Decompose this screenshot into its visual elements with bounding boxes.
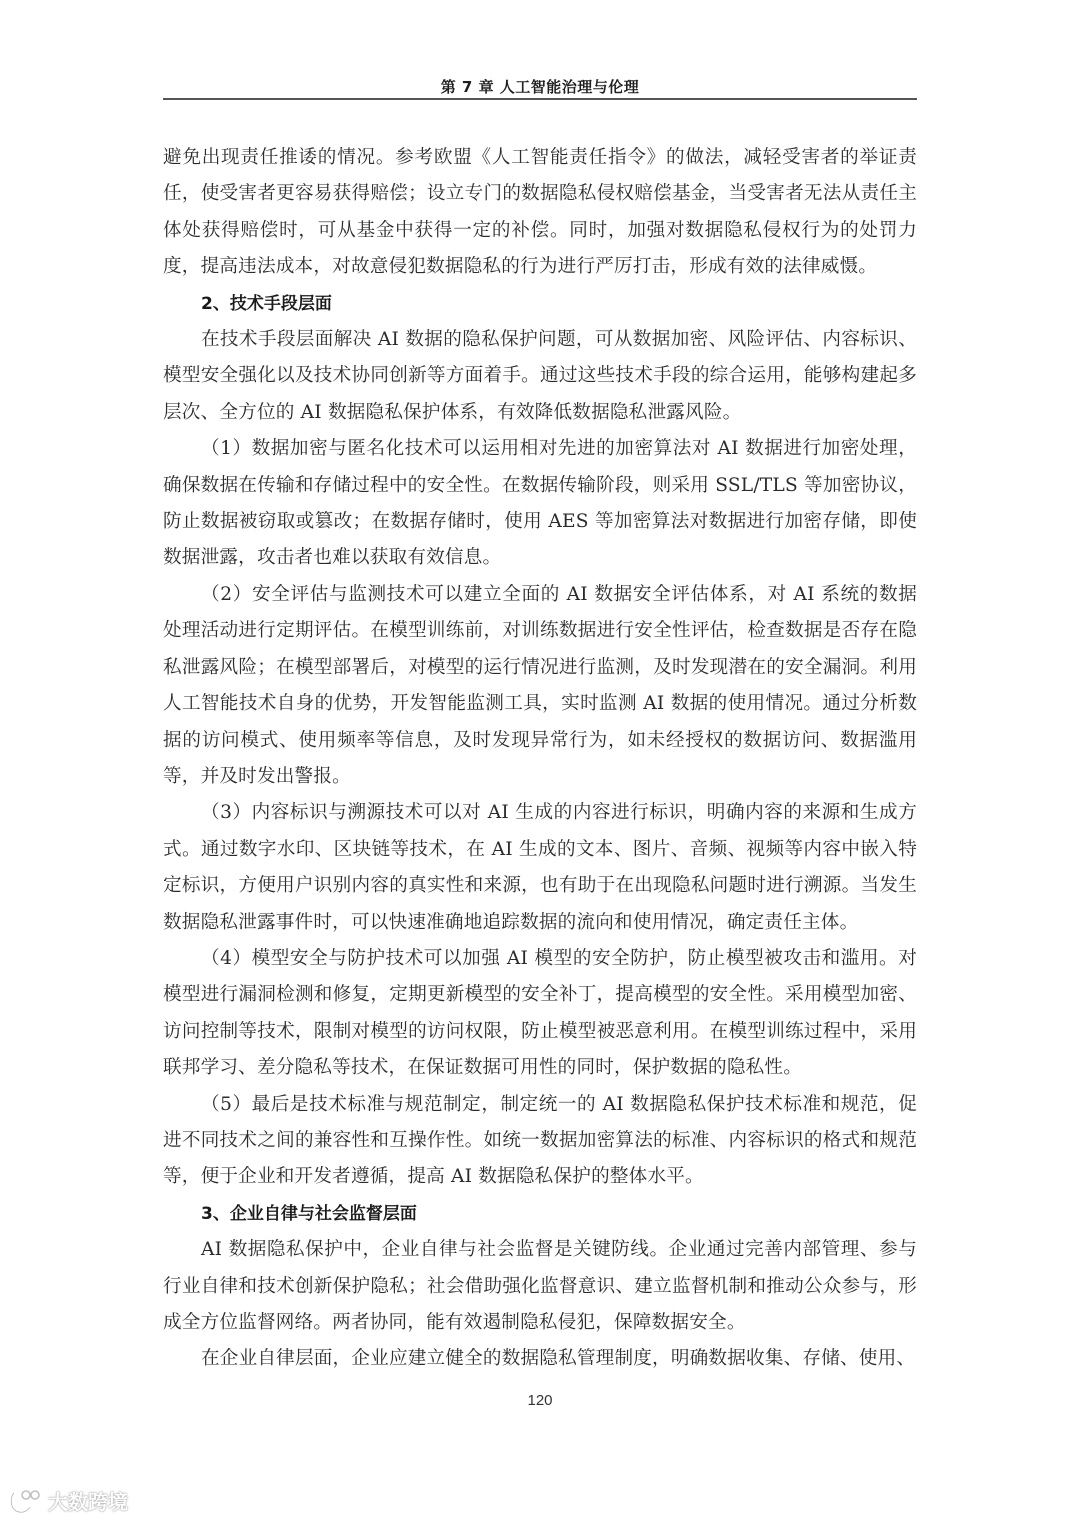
paragraph: AI 数据隐私保护中，企业自律与社会监督是关键防线。企业通过完善内部管理、参与行业自律和技术创新保护隐私；社会借助强化监督意识、建立监督机制和推动公众参与，形成全方位监督网络。两者协同，能有效遏制隐私侵犯，保障数据安全。 [163,1239,917,1333]
paragraph: （5）最后是技术标准与规范制定，制定统一的 AI 数据隐私保护技术标准和规范，促进不同技术之间的兼容性和互操作性。如统一数据加密算法的标准、内容标识的格式和规范等，便于企业和开发者遵循，提高 AI 数据隐私保护的整体水平。 [163,1093,917,1188]
paragraph: 在技术手段层面解决 AI 数据的隐私保护问题，可从数据加密、风险评估、内容标识、模型安全强化以及技术协同创新等方面着手。通过这些技术手段的综合运用，能够构建起多层次、全方位的 AI 数据隐私保护体系，有效降低数据隐私泄露风险。 [163,329,917,423]
paragraph: （4）模型安全与防护技术可以加强 AI 模型的安全防护，防止模型被攻击和滥用。对模型进行漏洞检测和修复，定期更新模型的安全补丁，提高模型的安全性。采用模型加密、访问控制等技术，限制对模型的访问权限，防止模型被恶意利用。在模型训练过程中，采用联邦学习、差分隐私等技术，在保证数据可用性的同时，保护数据的隐私性。 [163,947,917,1079]
paragraph: 在企业自律层面，企业应建立健全的数据隐私管理制度，明确数据收集、存储、使用、 [201,1348,916,1370]
page-body [163,140,917,1378]
paragraph: （3）内容标识与溯源技术可以对 AI 生成的内容进行标识，明确内容的来源和生成方式。通过数字水印、区块链等技术，在 AI 生成的文本、图片、音频、视频等内容中嵌入特定标识，方便用户识别内容的真实性和来源，也有助于在出现隐私问题时进行溯源。当发生数据隐私泄露事件时，可以快速准确地追踪数据的流向和使用情况，确定责任主体。 [163,802,917,933]
paragraph: （1）数据加密与匿名化技术可以运用相对先进的加密算法对 AI 数据进行加密处理，确保数据在传输和存储过程中的安全性。在数据传输阶段，则采用 SSL/TLS 等加密协议，防止数据被窃取或篡改；在数据存储时，使用 AES 等加密算法对数据进行加密存储，即使数据泄露，攻击者也难以获取有效信息。 [163,438,917,569]
watermark [8,1486,128,1515]
paragraph: 避免出现责任推诿的情况。参考欧盟《人工智能责任指令》的做法，减轻受害者的举证责任，使受害者更容易获得赔偿；设立专门的数据隐私侵权赔偿基金，当受害者无法从责任主体处获得赔偿时，可从基金中获得一定的补偿。同时，加强对数据隐私侵权行为的处罚力度，提高违法成本，对故意侵犯数据隐私的行为进行严厉打击，形成有效的法律威慑。 [163,147,917,278]
header-rule [163,98,917,100]
running-header: 第 7 章 人工智能治理与伦理 [440,78,640,96]
watermark-text: 大数跨境 [48,1490,128,1514]
paragraph: （2）安全评估与监测技术可以建立全面的 AI 数据安全评估体系，对 AI 系统的数据处理活动进行定期评估。在模型训练前，对训练数据进行安全性评估，检查数据是否存在隐私泄露风险；在模型部署后，对模型的运行情况进行监测，及时发现潜在的安全漏洞。利用人工智能技术自身的优势，开发智能监测工具，实时监测 AI 数据的使用情况。通过分析数据的访问模式、使用频率等信息，及时发现异常行为，如未经授权的数据访问、数据滥用等，并及时发出警报。 [163,583,917,787]
page-number: 120 [527,1392,553,1409]
section-heading: 3、企业自律与社会监督层面 [201,1203,417,1224]
section-heading: 2、技术手段层面 [201,293,332,314]
100-logo-icon [8,1487,44,1515]
